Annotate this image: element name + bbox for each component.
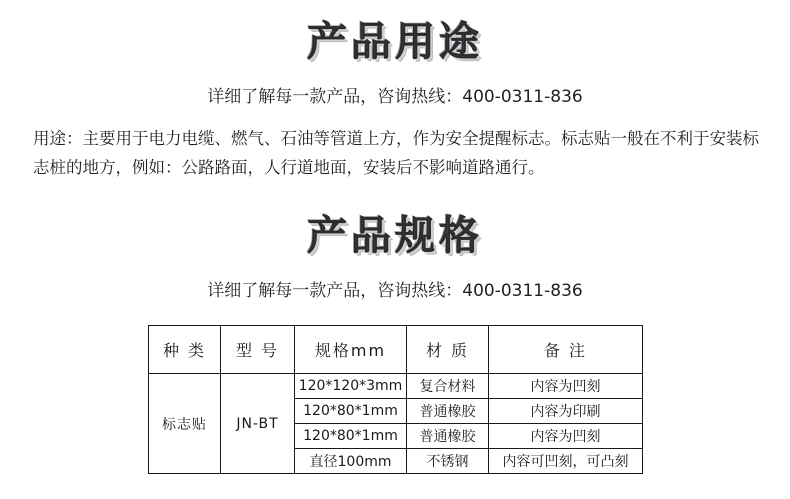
cell-note: 内容可凹刻，可凸刻 <box>489 449 643 474</box>
usage-section-title: 产品用途 <box>307 19 483 65</box>
cell-material: 复合材料 <box>407 374 489 399</box>
cell-note: 内容为凹刻 <box>489 374 643 399</box>
header-size: 规格mm <box>295 326 407 374</box>
cell-size: 120*80*1mm <box>295 399 407 424</box>
usage-hotline-text: 详细了解每一款产品，咨询热线：400-0311-836 <box>207 87 583 107</box>
header-model: 型 号 <box>221 326 295 374</box>
table-row <box>149 374 643 399</box>
cell-size: 直径100mm <box>295 449 407 474</box>
cell-model: JN-BT <box>221 374 295 474</box>
spec-hotline-text: 详细了解每一款产品，咨询热线：400-0311-836 <box>207 281 583 301</box>
usage-description: 用途：主要用于电力电缆、燃气、石油等管道上方，作为安全提醒标志。标志贴一般在不利于安装标志桩的地方，例如：公路路面，人行道地面，安装后不影响道路通行。 <box>33 129 759 177</box>
header-note: 备 注 <box>489 326 643 374</box>
cell-size: 120*120*3mm <box>295 374 407 399</box>
cell-size: 120*80*1mm <box>295 424 407 449</box>
cell-material: 不锈钢 <box>407 449 489 474</box>
cell-material: 普通橡胶 <box>407 424 489 449</box>
specification-table <box>148 325 643 474</box>
table-header-row <box>149 326 643 374</box>
cell-kind: 标志贴 <box>149 374 221 474</box>
cell-material: 普通橡胶 <box>407 399 489 424</box>
header-material: 材 质 <box>407 326 489 374</box>
header-kind: 种 类 <box>149 326 221 374</box>
spec-section-title: 产品规格 <box>307 213 483 259</box>
cell-note: 内容为印刷 <box>489 399 643 424</box>
cell-note: 内容为凹刻 <box>489 424 643 449</box>
